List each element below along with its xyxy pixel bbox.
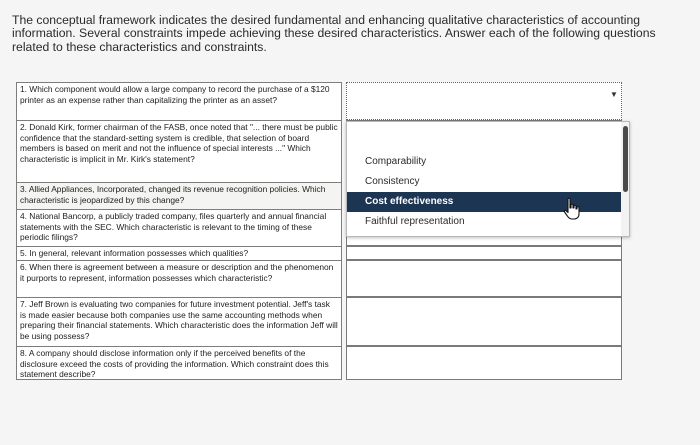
- answer-select-6[interactable]: [346, 260, 622, 297]
- dropdown-option-comparability[interactable]: Comparability: [365, 156, 427, 167]
- hand-pointer-icon: [562, 197, 584, 221]
- answer-select-5[interactable]: [346, 246, 622, 260]
- question-row-6: 6. When there is agreement between a measure or description and the phenomenon it purports to represent, information possesses which characteristic?: [16, 260, 342, 297]
- answer-select-8[interactable]: [346, 346, 622, 380]
- answer-select-1[interactable]: [346, 82, 622, 120]
- dropdown-list[interactable]: [346, 121, 630, 237]
- question-row-2: 2. Donald Kirk, former chairman of the FASB, once noted that "... there must be public confidence that the standard-setting system is credible, that selection of board members is based on merit and not the influence of special interests ..." Which characteristic is implicit in Mr. Kirk's statement?: [16, 120, 342, 182]
- dropdown-option-faithful-representation[interactable]: Faithful representation: [365, 216, 465, 227]
- question-row-1: 1. Which component would allow a large company to record the purchase of a $120 printer as an expense rather than capitalizing the printer as an asset?: [16, 82, 342, 120]
- chevron-down-icon: ▼: [610, 90, 618, 99]
- intro-text: The conceptual framework indicates the desired fundamental and enhancing qualitative characteristics of accounting information. Several constraints impede achieving these desired characteristics. Answer each of the following questions related to these characteristics and constraints.: [12, 13, 656, 54]
- dropdown-option-consistency[interactable]: Consistency: [365, 176, 420, 187]
- scrollbar-thumb[interactable]: [623, 126, 628, 192]
- question-row-4: 4. National Bancorp, a publicly traded company, files quarterly and annual financial statements with the SEC. Which characteristic is relevant to the timing of these periodic filings?: [16, 209, 342, 246]
- question-row-8: 8. A company should disclose information only if the perceived benefits of the disclosure exceed the costs of providing the information. Which constraint does this statement describe?: [16, 346, 342, 380]
- question-row-5: 5. In general, relevant information possesses which qualities?: [16, 246, 342, 260]
- answer-select-7[interactable]: [346, 297, 622, 346]
- question-row-3: 3. Allied Appliances, Incorporated, changed its revenue recognition policies. Which characteristic is jeopardized by this change?: [16, 182, 342, 209]
- dropdown-option-cost-effectiveness[interactable]: Cost effectiveness: [347, 192, 623, 212]
- question-row-7: 7. Jeff Brown is evaluating two companies for future investment potential. Jeff's task is made easier because both companies use the same accounting methods when preparing their financial statements. Which characteristic does the information Jeff will be using possess?: [16, 297, 342, 346]
- scrollbar[interactable]: [621, 122, 629, 236]
